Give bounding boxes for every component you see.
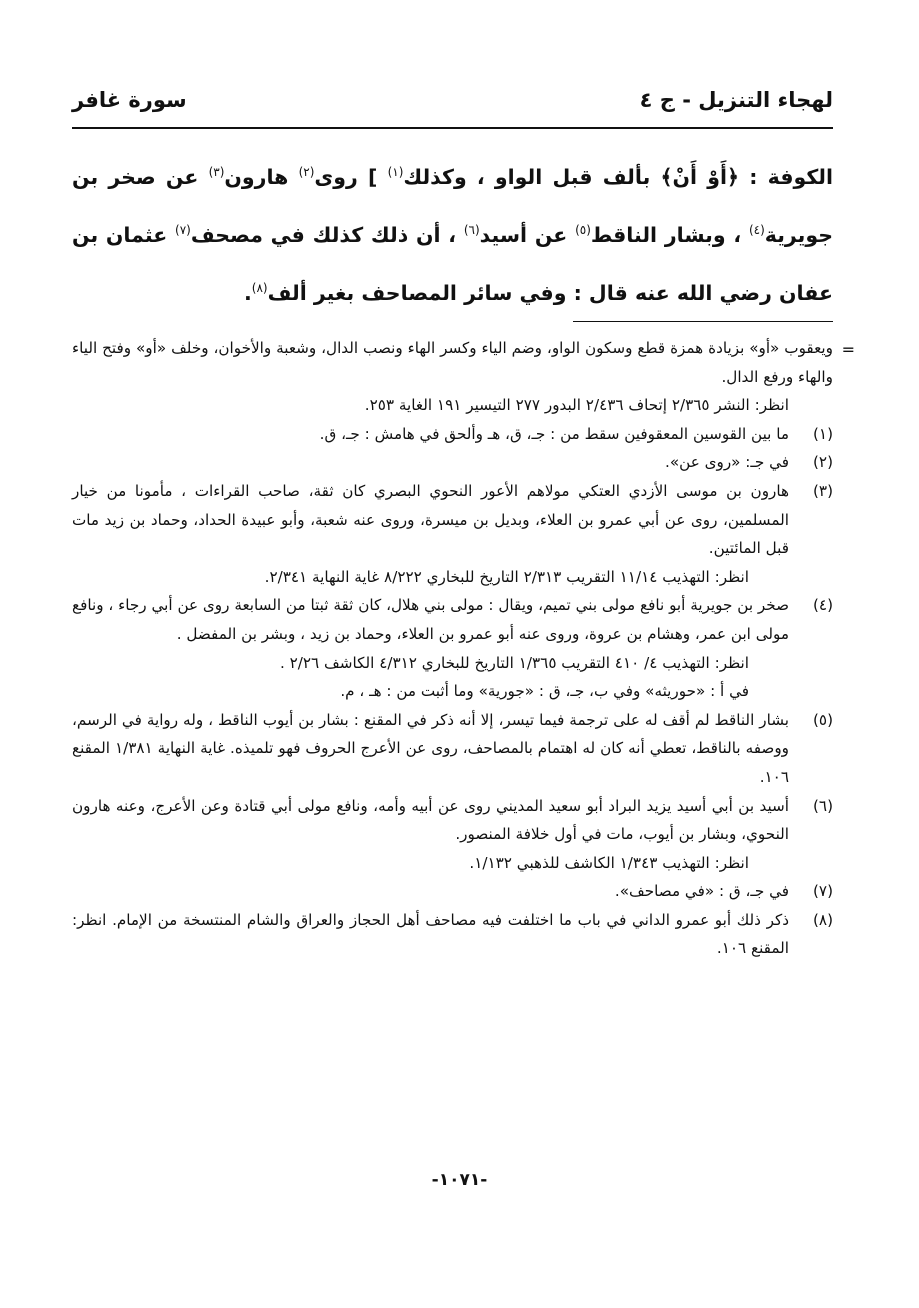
- footnote-3: [72, 477, 833, 563]
- footnote-6: [72, 792, 833, 849]
- footnote-number: (١): [812, 424, 833, 443]
- footnote-number: (٣): [812, 481, 833, 500]
- footnote-ref: (٧): [175, 222, 191, 237]
- continuation-mark: =: [841, 340, 855, 359]
- footnote-ref: (٦): [463, 222, 480, 237]
- main-text-segment: عن صخر بن جويرية: [72, 164, 833, 247]
- main-text-segment: ، وبشار الناقط: [590, 222, 742, 247]
- main-text-segment: ، أن ذلك كذلك في مصحف: [190, 222, 457, 247]
- page-number: -١٠٧١-: [431, 1170, 488, 1190]
- footnote-ref: (٤): [748, 222, 765, 237]
- main-text: [72, 146, 833, 319]
- footnote-text: في جـ: «روى عن».: [665, 453, 789, 472]
- main-text-segment: الكوفة : ﴿أَوْ أَنْ﴾ بألف قبل الواو ، وكذلك: [403, 164, 833, 189]
- main-text-segment: عن أسيد: [479, 222, 568, 247]
- running-header: [72, 84, 833, 124]
- footnote-text: هارون بن موسى الأزدي العتكي مولاهم الأعور النحوي البصري كان ثقة، صاحب القراءات ، مأمونا من خيار المسلمين، روى عن أبي عمرو بن العلاء، وبديل بن ميسرة، وروى عنه شعبة، وأبو عبيدة الحداد، وحماد بن زيد مات قبل المائتين.: [72, 481, 789, 558]
- main-text-segment: .: [243, 280, 252, 305]
- footnote-text: في جـ، ق : «في مصاحف».: [614, 882, 789, 901]
- footnote-source: انظر: التهذيب ١/٣٤٣ الكاشف للذهبي ١/١٣٢.: [469, 853, 749, 872]
- footnote-1: [72, 420, 833, 449]
- footnote-text: بشار الناقط لم أقف له على ترجمة فيما تيسر، إلا أنه ذكر في المقنع : بشار بن أيوب الناقط ، وله رواية في الرسم، ووصفه بالناقط، تعطي أنه كان له اهتمام بالمصاحف، روى عن الأعرج الحروف فهو تلميذه. غاية النهاية ١/٣٨١ المقنع ١٠٦.: [72, 710, 789, 786]
- footnote-ref: (٢): [298, 165, 315, 179]
- footnote-ref: (٥): [575, 222, 591, 237]
- footnote-number: (٨): [812, 910, 833, 929]
- footnote-ref: (٣): [208, 165, 225, 179]
- footnote-number: (٥): [812, 710, 833, 729]
- footnote-ref: (٨): [251, 280, 268, 295]
- footnote-continuation: [72, 334, 855, 420]
- surah-title-header: سورة غافر: [72, 88, 187, 112]
- footnote-source: انظر: التهذيب ٤/ ٤١٠ التقريب ١/٣٦٥ التاريخ للبخاري ٤/٣١٢ الكاشف ٢/٢٦ .: [279, 653, 749, 672]
- main-text-segment: ] روى: [314, 164, 378, 189]
- footnote-number: (٦): [812, 796, 833, 815]
- footnote-7: [72, 877, 833, 906]
- footnote-number: (٤): [812, 596, 833, 615]
- footnote-text: أسيد بن أبي أسيد يزيد البراد أبو سعيد المديني روى عن أبيه وأمه، ونافع مولى أبي قتادة وعن الأعرج، وعنه هارون النحوي، وبشار بن أيوب، مات في أول خلافة المنصور.: [72, 796, 789, 844]
- footnote-divider: [573, 321, 833, 322]
- footnotes: [72, 334, 855, 963]
- footnote-text: صخر بن جويرية أبو نافع مولى بني تميم، ويقال : مولى بني هلال، كان ثقة ثبتا من السابعة روى عن أبي رجاء ، ونافع مولى ابن عمر، وهشام بن عروة، وروى عنه أبو عمرو بن العلاء، وحماد بن زيد ، وبشر بن المفضل .: [72, 596, 789, 643]
- footnote-8: [72, 906, 833, 963]
- footnote-source: انظر: التهذيب ١١/١٤ التقريب ٢/٣١٣ التاريخ للبخاري ٨/٢٢٢ غاية النهاية ٢/٣٤١.: [264, 567, 749, 586]
- footnote-2: [72, 448, 833, 477]
- header-divider: [72, 127, 833, 129]
- main-text-segment: هارون: [224, 164, 289, 189]
- footnote-number: (٧): [812, 882, 833, 901]
- footnote-source: انظر: النشر ٢/٣٦٥ إتحاف ٢/٤٣٦ البدور ٢٧٧ التيسير ١٩١ الغاية ٢٥٣.: [364, 396, 789, 415]
- footnote-5: [72, 706, 833, 792]
- footnote-text: ما بين القوسين المعقوفين سقط من : جـ، ق، هـ وألحق في هامش : جـ، ق.: [319, 424, 789, 443]
- main-text-segment: عثمان بن عفان رضي الله عنه قال : وفي سائر المصاحف بغير ألف: [72, 222, 833, 305]
- book-title-header: لهجاء التنزيل - ج ٤: [639, 88, 833, 112]
- footnote-text: ويعقوب «أو» بزيادة همزة قطع وسكون الواو، وضم الياء وكسر الهاء ونصب الدال، وشعبة والأخوان، وخلف «أو» وفتح الياء والهاء ورفع الدال.: [72, 339, 833, 386]
- footnote-variant-note: في أ : «حوريثه» وفي ب، جـ، ق : «جورية» وما أثبت من : هـ ، م.: [340, 682, 749, 701]
- footnote-text: ذكر ذلك أبو عمرو الداني في باب ما اختلفت فيه مصاحف أهل الحجاز والعراق والشام المنتسخة من الإمام. انظر: المقنع ١٠٦.: [72, 910, 789, 958]
- footnote-ref: (١): [387, 165, 404, 179]
- main-paragraph: [72, 146, 833, 319]
- footnote-4: [72, 591, 833, 648]
- footnote-number: (٢): [812, 453, 833, 472]
